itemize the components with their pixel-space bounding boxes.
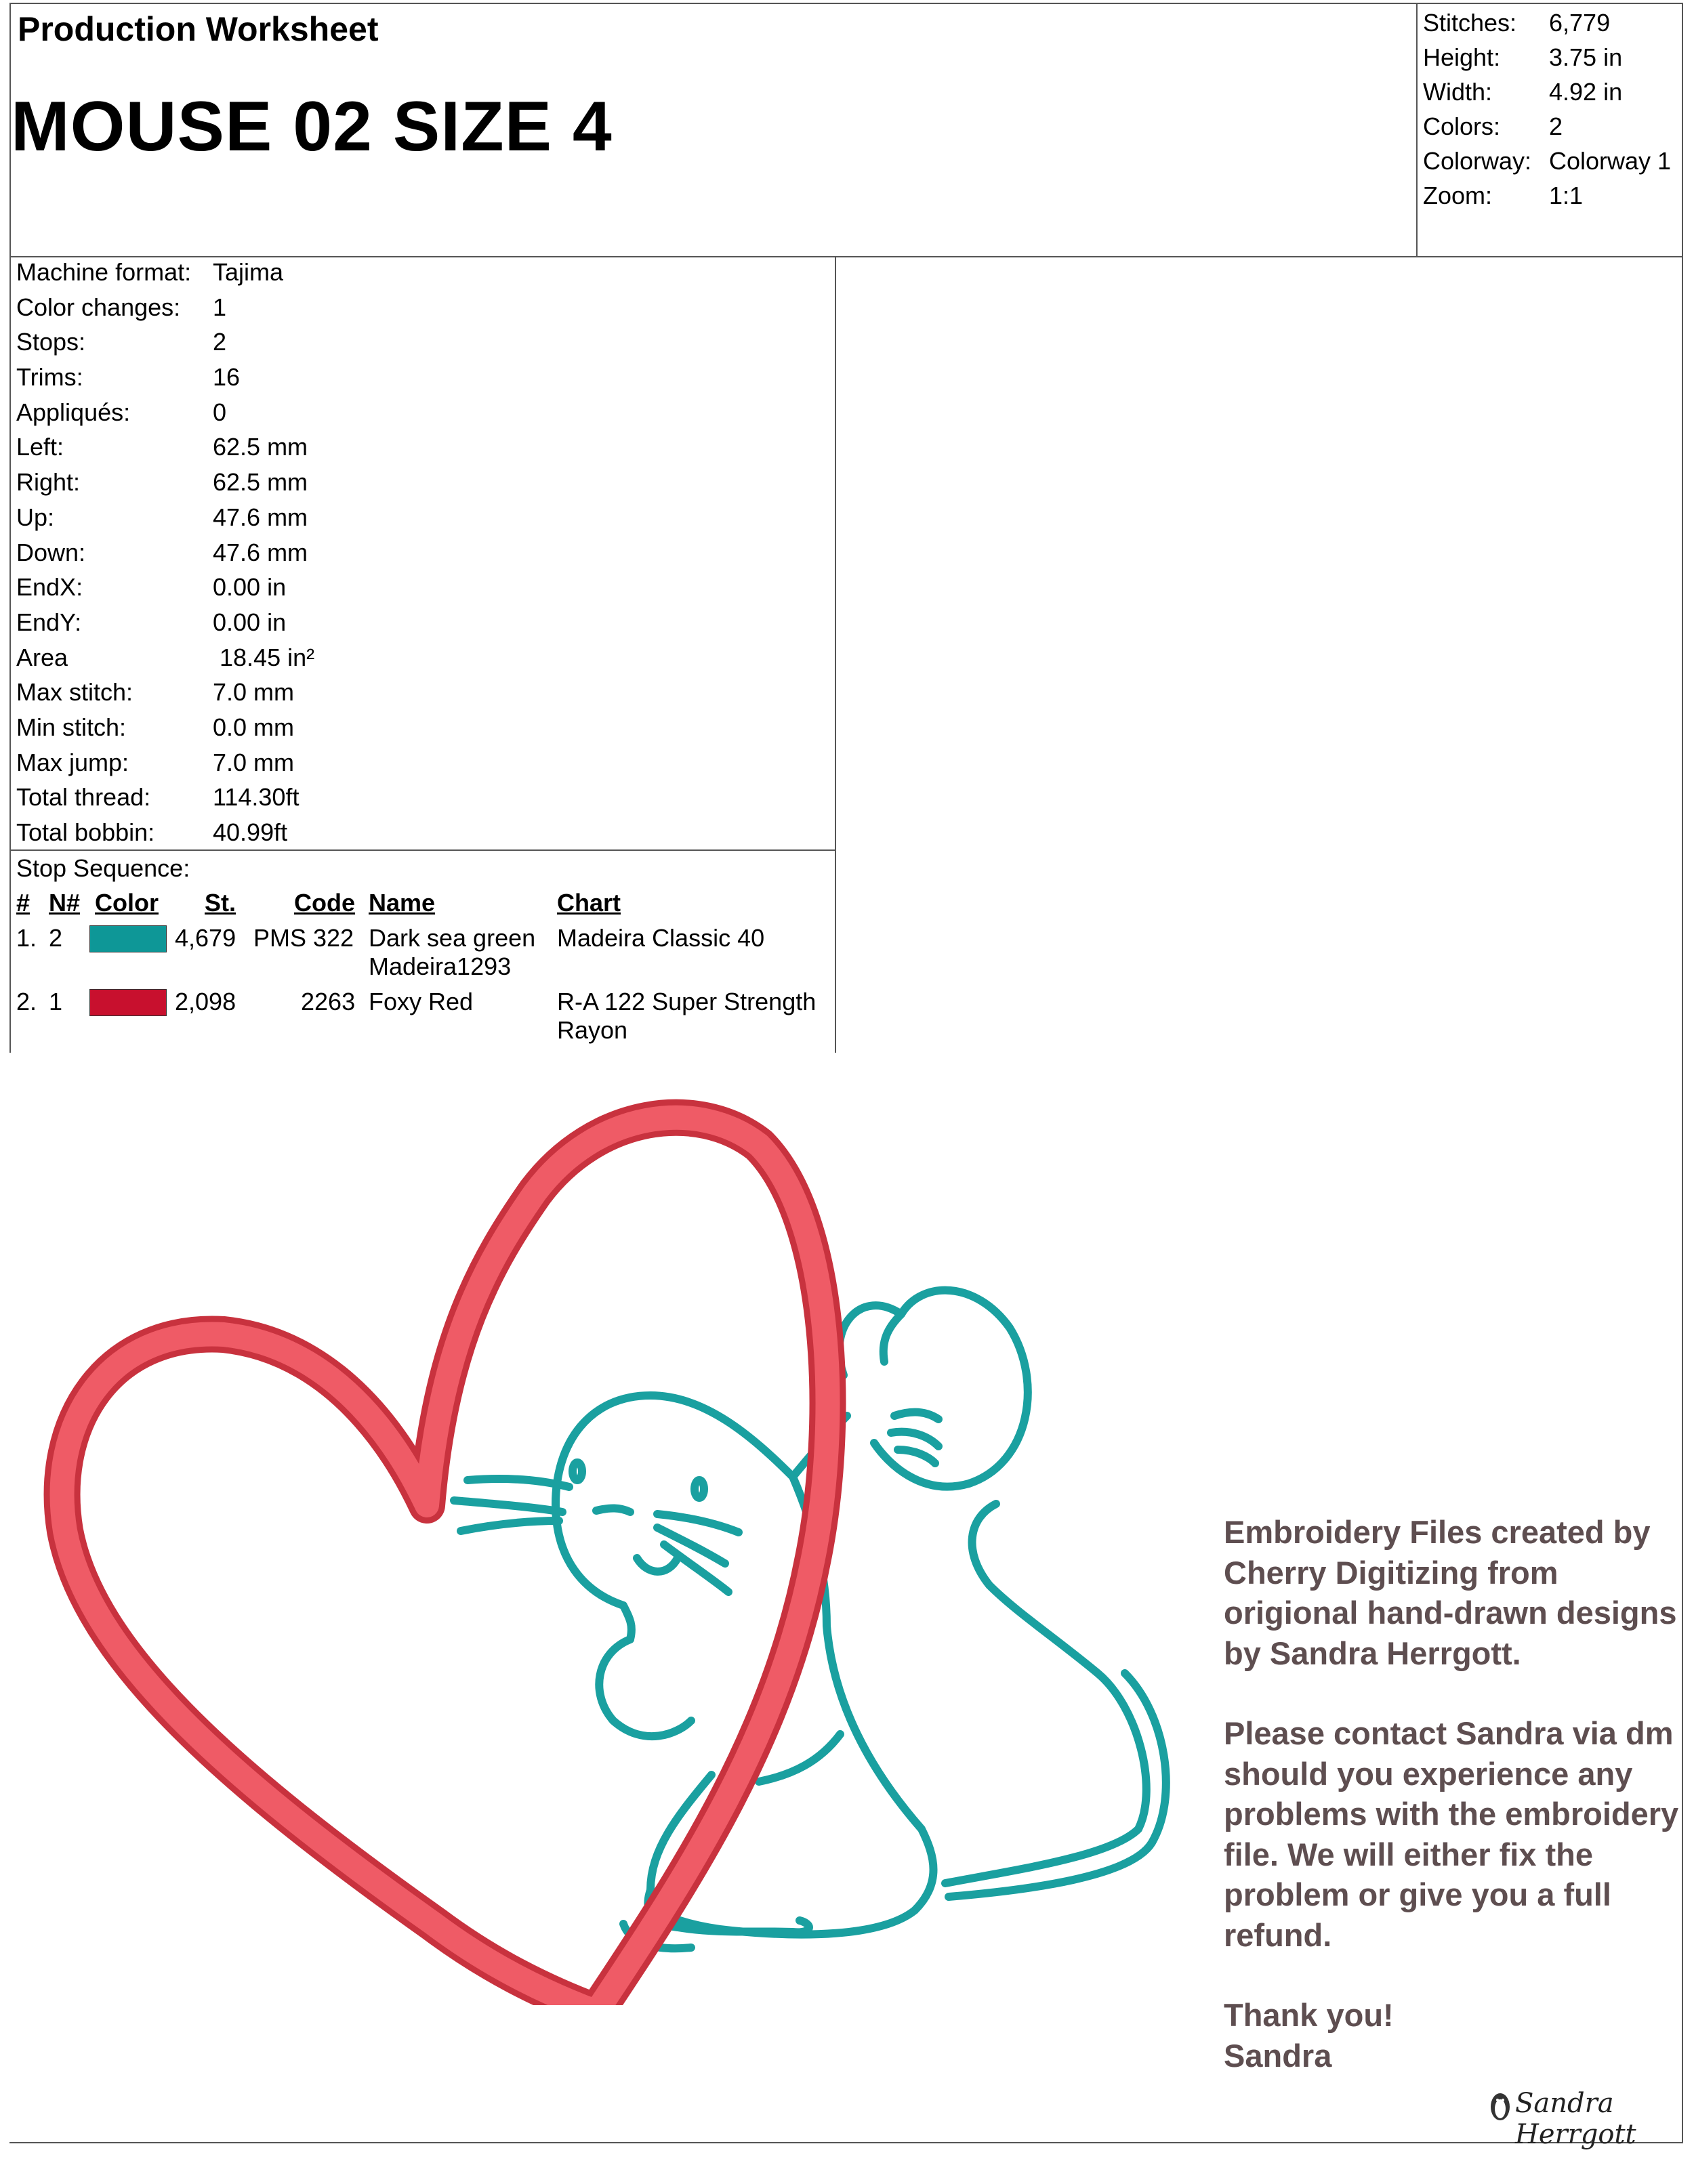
summary-label: Zoom: xyxy=(1423,182,1493,209)
detail-value: 40.99ft xyxy=(213,818,288,846)
designer-signature: Sandra Herrgott xyxy=(1515,2088,1636,2150)
design-name: MOUSE 02 SIZE 4 xyxy=(11,87,613,166)
cell-chart-cont: Rayon xyxy=(557,1016,628,1044)
col-header-name: Name xyxy=(369,889,436,917)
detail-label: Left: xyxy=(16,433,64,461)
detail-value: 0.00 in xyxy=(213,573,287,601)
detail-value: 1 xyxy=(213,293,227,321)
detail-value: 47.6 mm xyxy=(213,503,308,531)
stop-sequence-title: Stop Sequence: xyxy=(16,854,190,882)
frame-bottom xyxy=(9,2142,1683,2143)
detail-label: Total thread: xyxy=(16,783,151,811)
designer-note xyxy=(1224,1512,1685,2076)
header-divider xyxy=(9,256,1683,257)
detail-label: EndX: xyxy=(16,573,83,601)
cell-chart: Madeira Classic 40 xyxy=(557,924,765,952)
frame-top xyxy=(9,3,1683,4)
embroidery-design-preview xyxy=(0,1057,1206,2005)
detail-label: Trims: xyxy=(16,363,83,391)
detail-value: 0.0 mm xyxy=(213,713,295,741)
detail-label: Up: xyxy=(16,503,55,531)
details-bottom-border xyxy=(9,849,836,851)
detail-label: Right: xyxy=(16,468,81,496)
summary-value: 1:1 xyxy=(1549,182,1584,209)
summary-value: Colorway 1 xyxy=(1549,147,1672,175)
summary-label: Width: xyxy=(1423,78,1493,106)
summary-value: 6,779 xyxy=(1549,9,1611,37)
cell-chart: R-A 122 Super Strength xyxy=(557,988,817,1015)
worksheet-title: Production Worksheet xyxy=(18,10,379,48)
col-header-chart: Chart xyxy=(557,889,621,917)
detail-label: EndY: xyxy=(16,608,82,636)
detail-label: Max stitch: xyxy=(16,678,133,706)
cell-name: Foxy Red xyxy=(369,988,474,1015)
detail-label: Color changes: xyxy=(16,293,181,321)
detail-label: Max jump: xyxy=(16,749,129,776)
detail-value: 0 xyxy=(213,398,227,426)
col-header-color: Color xyxy=(95,889,159,917)
detail-value: 47.6 mm xyxy=(213,539,308,566)
col-header-needle: N# xyxy=(49,889,81,917)
detail-label: Machine format: xyxy=(16,258,192,286)
cell-num: 2. xyxy=(16,988,37,1015)
detail-value: 114.30ft xyxy=(213,783,299,811)
summary-label: Colorway: xyxy=(1423,147,1532,175)
summary-value: 3.75 in xyxy=(1549,43,1623,71)
summary-label: Height: xyxy=(1423,43,1501,71)
summary-label: Stitches: xyxy=(1423,9,1517,37)
cell-stitches: 2,098 xyxy=(175,988,236,1015)
cell-needle: 2 xyxy=(49,924,63,952)
col-header-num: # xyxy=(16,889,30,917)
cell-code: PMS 322 xyxy=(253,924,354,952)
col-header-code: Code xyxy=(294,889,355,917)
penguin-icon xyxy=(1487,2086,1514,2123)
cell-code: 2263 xyxy=(301,988,356,1015)
note-thanks: Thank you! xyxy=(1224,1997,1394,2033)
summary-value: 4.92 in xyxy=(1549,78,1623,106)
detail-value: 18.45 in² xyxy=(213,644,315,671)
note-credits: Embroidery Files created by Cherry Digitizing from origional hand-drawn designs by Sandra Herrgott. xyxy=(1224,1514,1677,1671)
detail-label: Down: xyxy=(16,539,86,566)
summary-divider xyxy=(1416,3,1418,257)
note-signoff: Sandra xyxy=(1224,2037,1332,2074)
cell-needle: 1 xyxy=(49,988,63,1015)
note-contact: Please contact Sandra via dm should you experience any problems with the embroidery file. We will either fix the problem or give you a full refund. xyxy=(1224,1715,1679,1953)
detail-value: 62.5 mm xyxy=(213,468,308,496)
detail-value: 2 xyxy=(213,328,227,356)
heart-outline xyxy=(62,1118,828,2005)
detail-value: 0.00 in xyxy=(213,608,287,636)
cell-name-cont: Madeira1293 xyxy=(369,952,512,980)
detail-label: Appliqués: xyxy=(16,398,131,426)
cell-name: Dark sea green xyxy=(369,924,536,952)
detail-label: Total bobbin: xyxy=(16,818,155,846)
details-right-border xyxy=(835,256,836,1053)
detail-value: 16 xyxy=(213,363,241,391)
color-swatch xyxy=(89,925,167,952)
summary-value: 2 xyxy=(1549,112,1563,140)
col-header-stitches: St. xyxy=(205,889,236,917)
detail-label: Area xyxy=(16,644,68,671)
detail-value: 7.0 mm xyxy=(213,678,295,706)
detail-value: 62.5 mm xyxy=(213,433,308,461)
cell-stitches: 4,679 xyxy=(175,924,236,952)
color-swatch xyxy=(89,989,167,1016)
detail-value: 7.0 mm xyxy=(213,749,295,776)
detail-label: Stops: xyxy=(16,328,86,356)
summary-label: Colors: xyxy=(1423,112,1501,140)
detail-label: Min stitch: xyxy=(16,713,127,741)
detail-value: Tajima xyxy=(213,258,284,286)
cell-num: 1. xyxy=(16,924,37,952)
